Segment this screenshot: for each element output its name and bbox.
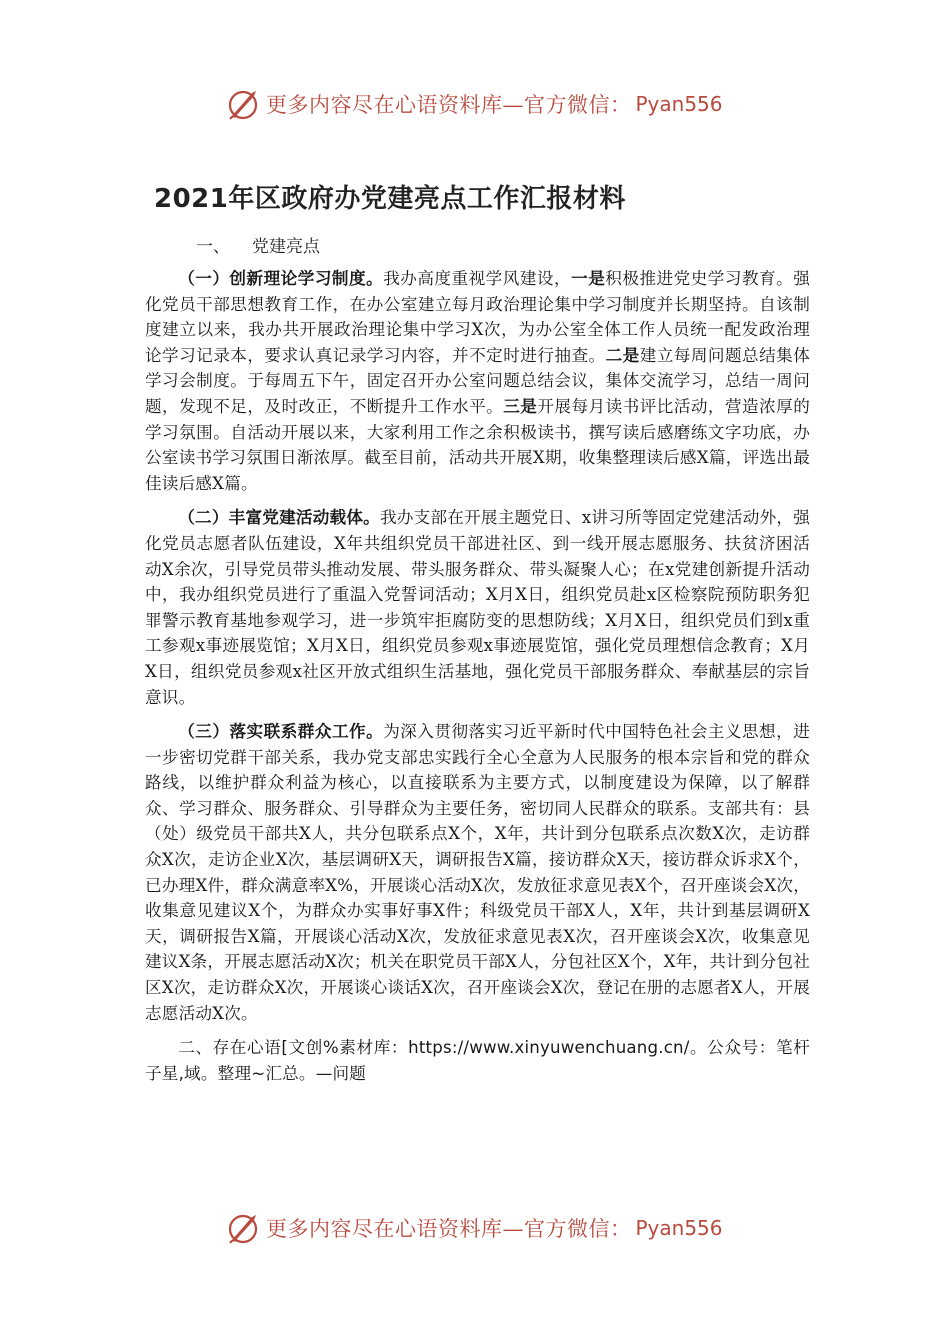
keyword-first: 一是 — [571, 269, 606, 288]
banner-wechat-id: Pyan556 — [635, 1216, 723, 1240]
paragraph-lead: （三）落实联系群众工作。 — [178, 722, 384, 742]
section-number: 一、 — [196, 237, 230, 257]
paragraph-study-system: （一）创新理论学习制度。我办高度重视学风建设，一是积极推进党史学习教育。强化党员干部思想教育工作，在办公室建立每月政治理论集中学习制度并长期坚持。自该制度建立以来，我办共开展政治理论集中学习X次，为办公室全体工作人员统一配发政治理论学习记录本，要求认真记录学习内容，并不定时进行抽查。二是建立每周问题总结集体学习会制度。于每周五下午，固定召开办公室问题总结会议，集体交流学习，总结一周问题，发现不足，及时改正，不断提升工作水平。三是开展每月读书评比活动，营造浓厚的学习氛围。自活动开展以来，大家利用工作之余积极读书，撰写读后感磨练文字功底，办公室读书学习氛围日渐浓厚。截至目前，活动共开展X期，收集整理读后感X篇，评选出最佳读后感X篇。 — [145, 269, 811, 493]
paragraph-activity-carrier: （二）丰富党建活动载体。我办支部在开展主题党日、x讲习所等固定党建活动外，强化党员志愿者队伍建设，X年共组织党员干部进社区、到一线开展志愿服务、扶贫济困活动X余次，引导党员带头推动发展、带头服务群众、带头凝聚人心；在x党建创新提升活动中，我办组织党员进行了重温入党誓词活动；X月X日，组织党员赴x区检察院预防职务犯罪警示教育基地参观学习，进一步筑牢拒腐防变的思想防线；X月X日，组织党员们到x重工参观x事迹展览馆；X月X日，组织党员参观x事迹展览馆，强化党员理想信念教育；X月X日，组织党员参观x社区开放式组织生活基地，强化党员干部服务群众、奉献基层的宗旨意识。 — [145, 508, 810, 707]
document-title: 2021年区政府办党建亮点工作汇报材料 — [154, 184, 626, 214]
banner-text: 更多内容尽在心语资料库—官方微信： — [266, 93, 632, 117]
banner-wechat-id: Pyan556 — [635, 92, 723, 116]
watermark-banner-top — [226, 84, 723, 124]
brush-logo-icon — [226, 86, 262, 122]
keyword-third: 三是 — [503, 396, 538, 416]
paragraph-lead: （二）丰富党建活动载体。 — [178, 508, 380, 528]
paragraph-mass-contact: （三）落实联系群众工作。为深入贯彻落实习近平新时代中国特色社会主义思想，进一步密切党群干部关系，我办党支部忠实践行全心全意为人民服务的根本宗旨和党的群众路线，以维护群众利益为核心，以直接联系为主要方式，以制度建设为保障，以了解群众、学习群众、服务群众、引导群众为主要任务，密切同人民群众的联系。支部共有：县（处）级党员干部共X人，共分包联系点X个，X年，共计到分包联系点次数X次，走访群众X次，走访企业X次，基层调研X天，调研报告X篇，接访群众X天，接访群众诉求X个，已办理X件，群众满意率X%，开展谈心活动X次，发放征求意见表X个，召开座谈会X次，收集意见建议X个，为群众办实事好事X件；科级党员干部X人，X年，共计到基层调研X天，调研报告X篇，开展谈心活动X次，发放征求意见表X次，召开座谈会X次，收集意见建议X条，开展志愿活动X次；机关在职党员干部X人，分包社区X个，X年，共计到分包社区X次，走访群众X次，开展谈心谈话X次，召开座谈会X次，登记在册的志愿者X人，开展志愿活动X次。 — [145, 722, 811, 1023]
watermark-banner-bottom — [226, 1208, 723, 1248]
brush-logo-icon — [226, 1210, 262, 1246]
section-heading — [196, 232, 320, 257]
paragraph-lead: （一）创新理论学习制度。 — [178, 269, 384, 288]
banner-text: 更多内容尽在心语资料库—官方微信： — [266, 1217, 632, 1241]
keyword-second: 二是 — [605, 345, 640, 365]
section-title: 党建亮点 — [252, 237, 320, 257]
paragraph-section-two: 二、存在心语[文创%素材库：https://www.xinyuwenchuang.cn/。公众号：笔杆子星,域。整理~汇总。—问题 — [145, 1038, 810, 1083]
body-text — [145, 266, 810, 1086]
